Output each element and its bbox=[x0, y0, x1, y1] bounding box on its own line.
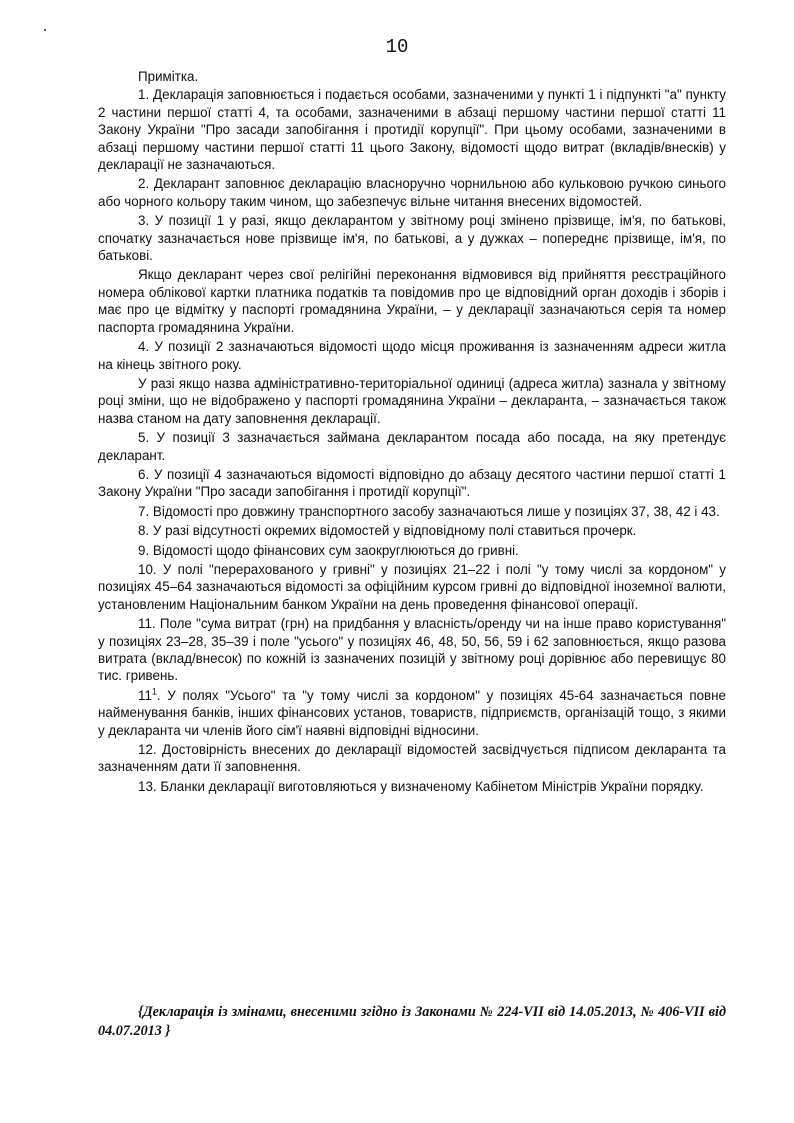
paragraph-12: 12. Достовірність внесених до декларації відомостей засвідчується підписом декларанта та зазначенням дати її заповнення. bbox=[98, 742, 726, 775]
paragraph-9: 9. Відомості щодо фінансових сум заокруглюються до гривні. bbox=[138, 542, 519, 558]
paragraph-11-1-superscript: 1 bbox=[151, 686, 157, 697]
paragraph-4: 4. У позиції 2 зазначаються відомості щодо місця проживання із зазначенням адреси житла на кінець звітного року. bbox=[98, 339, 726, 372]
paragraph-6: 6. У позиції 4 зазначаються відомості відповідно до абзацу десятого частини першої статті 1 Закону України "Про засади запобігання і протидії корупції". bbox=[98, 466, 726, 500]
amendment-footnote: {Декларація із змінами, внесеними згідно із Законами № 224-VII від 14.05.2013, № 406-VII від 04.07.2013 } bbox=[98, 1004, 726, 1039]
paragraph-11-1 bbox=[98, 687, 726, 739]
paragraph-4-continuation: У разі якщо назва адміністративно-територіальної одиниці (адреса житла) зазнала у звітному році зміни, що не відображено у паспорті громадянина України – декларанта, – зазначається також назва станом на дату заповнення декларації. bbox=[98, 375, 726, 426]
scan-speck bbox=[44, 29, 46, 31]
paragraph-11-1-text: . У полях "Усього" та "у тому числі за кордоном" у позиціях 45-64 зазначається повне найменування банків, інших фінансових установ, товариств, підприємств, організацій тощо, з якими у декларанта чи членів його сім'ї наявні відповідні відносини. bbox=[98, 687, 726, 738]
paragraph-11: 11. Поле "сума витрат (грн) на придбання у власність/оренду чи на інше право користування" у позиціях 23–28, 35–39 і поле "усього" у позиціях 46, 48, 50, 56, 59 і 62 заповнюється, якщо разова витрата (вклад/внесок) по кожній із зазначених позицій у звітному році дорівнює або перевищує 80 тис. гривень. bbox=[98, 616, 726, 684]
note-heading: Примітка. bbox=[138, 69, 199, 84]
paragraph-3-continuation: Якщо декларант через свої релігійні переконання відмовився від прийняття реєстраційного номера облікової картки платника податків та повідомив про це відповідний орган доходів і зборів і має про це відмітку у паспорті громадянина України, – у декларації зазначаються серія та номер паспорта громадянина України. bbox=[98, 267, 726, 335]
paragraph-1: 1. Декларація заповнюється і подається особами, зазначеними у пункті 1 і підпункті "а" пункту 2 частини першої статті 4, та особами, зазначеними в абзаці першому частини першої статті 11 Закону України "Про засади запобігання і протидії корупції". При цьому особами, зазначеними в абзаці першому частини першої статті 11 цього Закону, відомості щодо витрат (вкладів/внесків) у декларації не зазначаються. bbox=[98, 87, 726, 173]
paragraph-7: 7. Відомості про довжину транспортного засобу зазначаються лише у позиціях 37, 38, 42 і 43. bbox=[138, 503, 720, 519]
paragraph-2: 2. Декларант заповнює декларацію власноручно чорнильною або кульковою ручкою синього або чорного кольору таким чином, що забезпечує вільне читання внесених відомостей. bbox=[98, 176, 726, 209]
page-number: 10 bbox=[385, 36, 409, 58]
paragraph-13: 13. Бланки декларації виготовляються у визначеному Кабінетом Міністрів України порядку. bbox=[138, 778, 704, 794]
paragraph-5: 5. У позиції 3 зазначається займана декларантом посада або посада, на яку претендує декларант. bbox=[98, 430, 726, 463]
paragraph-10: 10. У полі "перерахованого у гривні" у позиціях 21–22 і полі "у тому числі за кордоном" у позиціях 45–64 зазначаються відомості за офіційним курсом гривні до відповідної іноземної валюти, установленим Національним банком України на день проведення фінансової операції. bbox=[98, 561, 726, 612]
paragraph-11-1-number: 11 bbox=[138, 687, 152, 703]
paragraph-8: 8. У разі відсутності окремих відомостей у відповідному полі ставиться прочерк. bbox=[138, 523, 637, 539]
paragraph-3: 3. У позиції 1 у разі, якщо декларантом у звітному році змінено прізвище, ім'я, по батькові, спочатку зазначається нове прізвище ім'я, по батькові, а у дужках – попереднє прізвище, ім'я, по батькові. bbox=[98, 213, 726, 264]
note-body bbox=[98, 68, 726, 797]
